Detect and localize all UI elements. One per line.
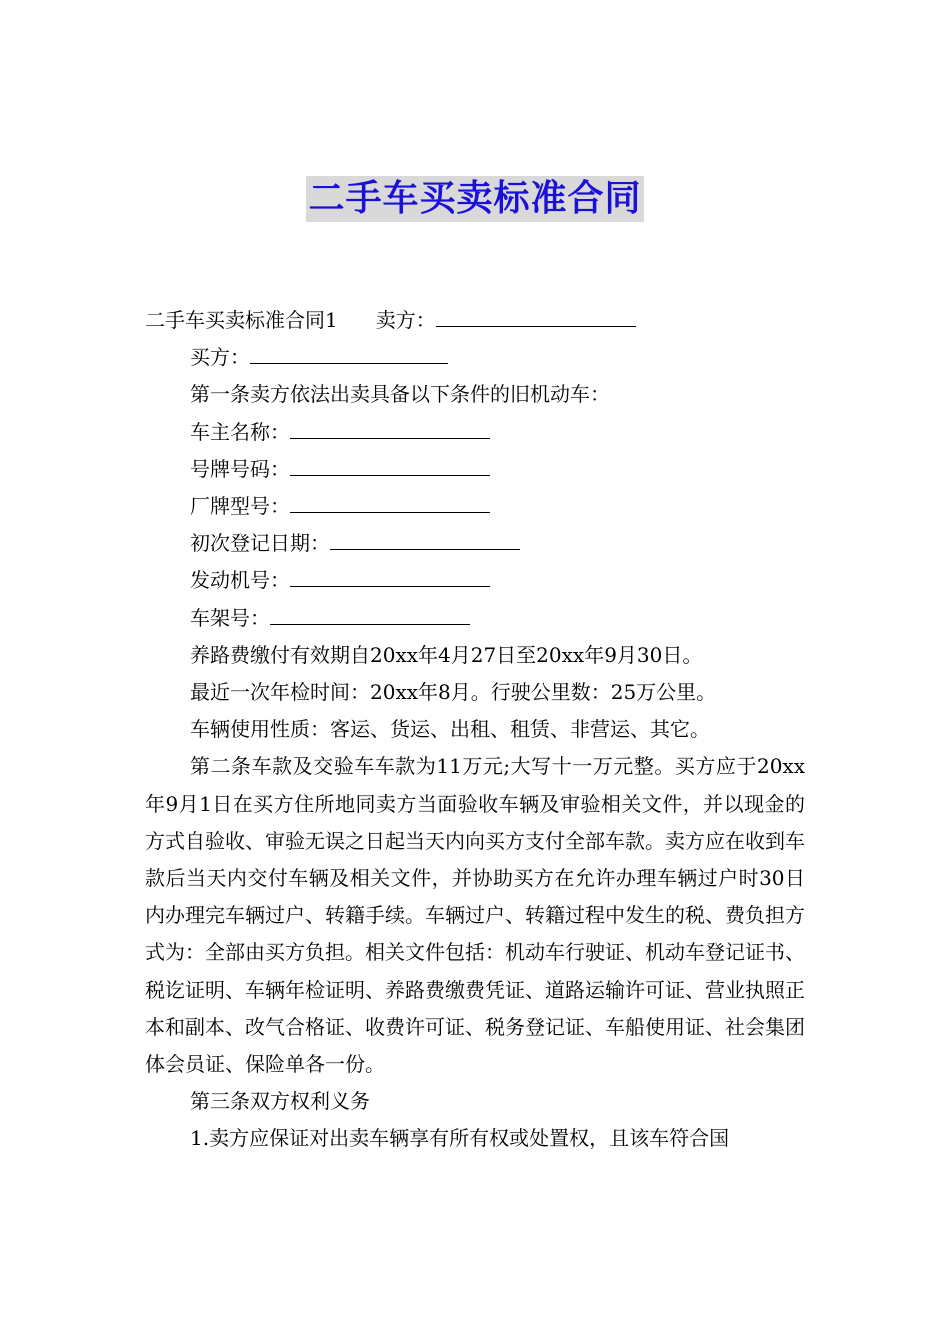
title-area — [0, 176, 950, 222]
seller-blank — [436, 306, 636, 327]
usage-nature-line: 车辆使用性质：客运、货运、出租、租赁、非营运、其它。 — [190, 717, 710, 742]
first-registration-blank — [330, 529, 520, 550]
article-1-line: 第一条卖方依法出卖具备以下条件的旧机动车： — [190, 382, 610, 407]
vin-line — [145, 600, 805, 637]
plate-number-line — [145, 451, 805, 488]
buyer-line — [145, 339, 805, 376]
plate-number-blank — [290, 455, 490, 476]
article-2-paragraph: 第二条车款及交验车车款为11万元;大写十一万元整。买方应于20xx年9月1日在买方住所地同卖方当面验收车辆及审验相关文件，并以现金的方式自验收、审验无误之日起当天内向买方支付全部车款。卖方应在收到车款后当天内交付车辆及相关文件，并协助买方在允许办理车辆过户时30日内办理完车辆过户、转籍手续。车辆过户、转籍过程中发生的税、费负担方式为：全部由买方负担。相关文件包括：机动车行驶证、机动车登记证书、税讫证明、车辆年检证明、养路费缴费凭证、道路运输许可证、营业执照正本和副本、改气合格证、收费许可证、税务登记证、车船使用证、社会集团体会员证、保险单各一份。 — [145, 754, 805, 1077]
inspection-mileage-line: 最近一次年检时间：20xx年8月。行驶公里数：25万公里。 — [190, 680, 717, 705]
buyer-label: 买方： — [190, 345, 250, 370]
article-3-heading: 第三条双方权利义务 — [190, 1089, 370, 1114]
engine-number-label: 发动机号： — [190, 568, 290, 593]
brand-model-blank — [290, 492, 490, 513]
article-3-item-1: 1.卖方应保证对出卖车辆享有所有权或处置权，且该车符合国 — [190, 1126, 730, 1151]
heading-seller-line — [145, 302, 805, 339]
brand-model-label: 厂牌型号： — [190, 494, 290, 519]
first-registration-label: 初次登记日期： — [190, 531, 330, 556]
document-title: 二手车买卖标准合同 — [306, 176, 643, 222]
seller-label: 卖方： — [375, 308, 436, 332]
contract-heading: 二手车买卖标准合同1 — [145, 308, 338, 332]
document-body — [145, 302, 805, 1158]
vin-label: 车架号： — [190, 605, 270, 630]
owner-name-blank — [290, 418, 490, 439]
brand-model-line — [145, 488, 805, 525]
road-fee-line: 养路费缴付有效期自20xx年4月27日至20xx年9月30日。 — [190, 642, 703, 667]
owner-name-line — [145, 414, 805, 451]
engine-number-line — [145, 562, 805, 599]
owner-name-label: 车主名称： — [190, 419, 290, 444]
buyer-blank — [250, 343, 448, 364]
plate-number-label: 号牌号码： — [190, 456, 290, 481]
vin-blank — [270, 604, 470, 625]
first-registration-line — [145, 525, 805, 562]
engine-number-blank — [290, 566, 490, 587]
